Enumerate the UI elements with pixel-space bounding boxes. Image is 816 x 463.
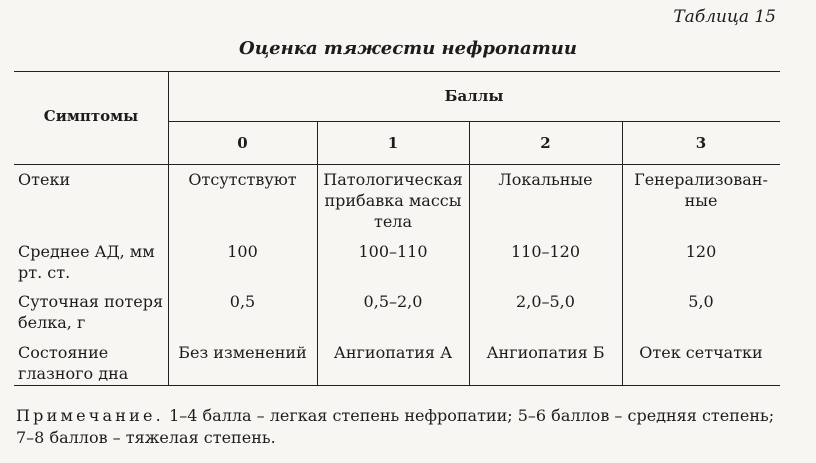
note-label: Примечание.	[16, 406, 164, 425]
row-symptom: Среднее АД, мм рт. ст.	[18, 242, 155, 282]
score-col-1: 1	[387, 134, 399, 152]
score-col-2: 2	[540, 134, 551, 152]
table-cell: Патологическая прибавка массы тела	[323, 170, 463, 231]
table-cell: Отсутствуют	[188, 170, 297, 189]
row-symptom: Отеки	[18, 170, 71, 189]
table-note	[16, 405, 786, 449]
score-col-0: 0	[237, 134, 248, 152]
score-col-3: 3	[695, 134, 707, 152]
table-cell: Отек сетчатки	[639, 343, 763, 362]
col-divider	[168, 71, 169, 385]
scores-divider	[168, 121, 780, 122]
table-cell: 100–110	[358, 242, 428, 261]
table-top-rule	[14, 71, 780, 72]
note-text: 1–4 балла – легкая степень нефропатии; 5–6 баллов – средняя степень; 7–8 баллов – тяжелая степень.	[16, 406, 775, 447]
table-cell: Локальные	[498, 170, 593, 189]
table-cell: 100	[227, 242, 258, 261]
table-cell: 0,5–2,0	[363, 292, 423, 311]
table-caption: Таблица 15	[673, 7, 776, 27]
table-cell: 120	[685, 242, 717, 261]
table-cell: Без изменений	[178, 343, 307, 362]
row-symptom: Состояние глазного дна	[18, 343, 129, 383]
table-cell: 2,0–5,0	[516, 292, 575, 311]
table-cell: Ангиопатия Б	[486, 343, 605, 362]
header-symptoms: Симптомы	[43, 107, 139, 125]
table-title: Оценка тяжести нефропатии	[239, 38, 577, 59]
table-cell: 5,0	[688, 292, 714, 311]
table-bottom-rule	[14, 385, 780, 386]
table-cell: 110–120	[510, 242, 581, 261]
table-cell: Ангиопатия А	[333, 343, 453, 362]
header-scores: Баллы	[444, 87, 504, 105]
row-symptom: Суточная потеря белка, г	[18, 292, 164, 332]
header-bottom-rule	[14, 164, 780, 165]
table-cell: 0,5	[229, 292, 256, 311]
table-cell: Генерализован-ные	[634, 170, 768, 210]
